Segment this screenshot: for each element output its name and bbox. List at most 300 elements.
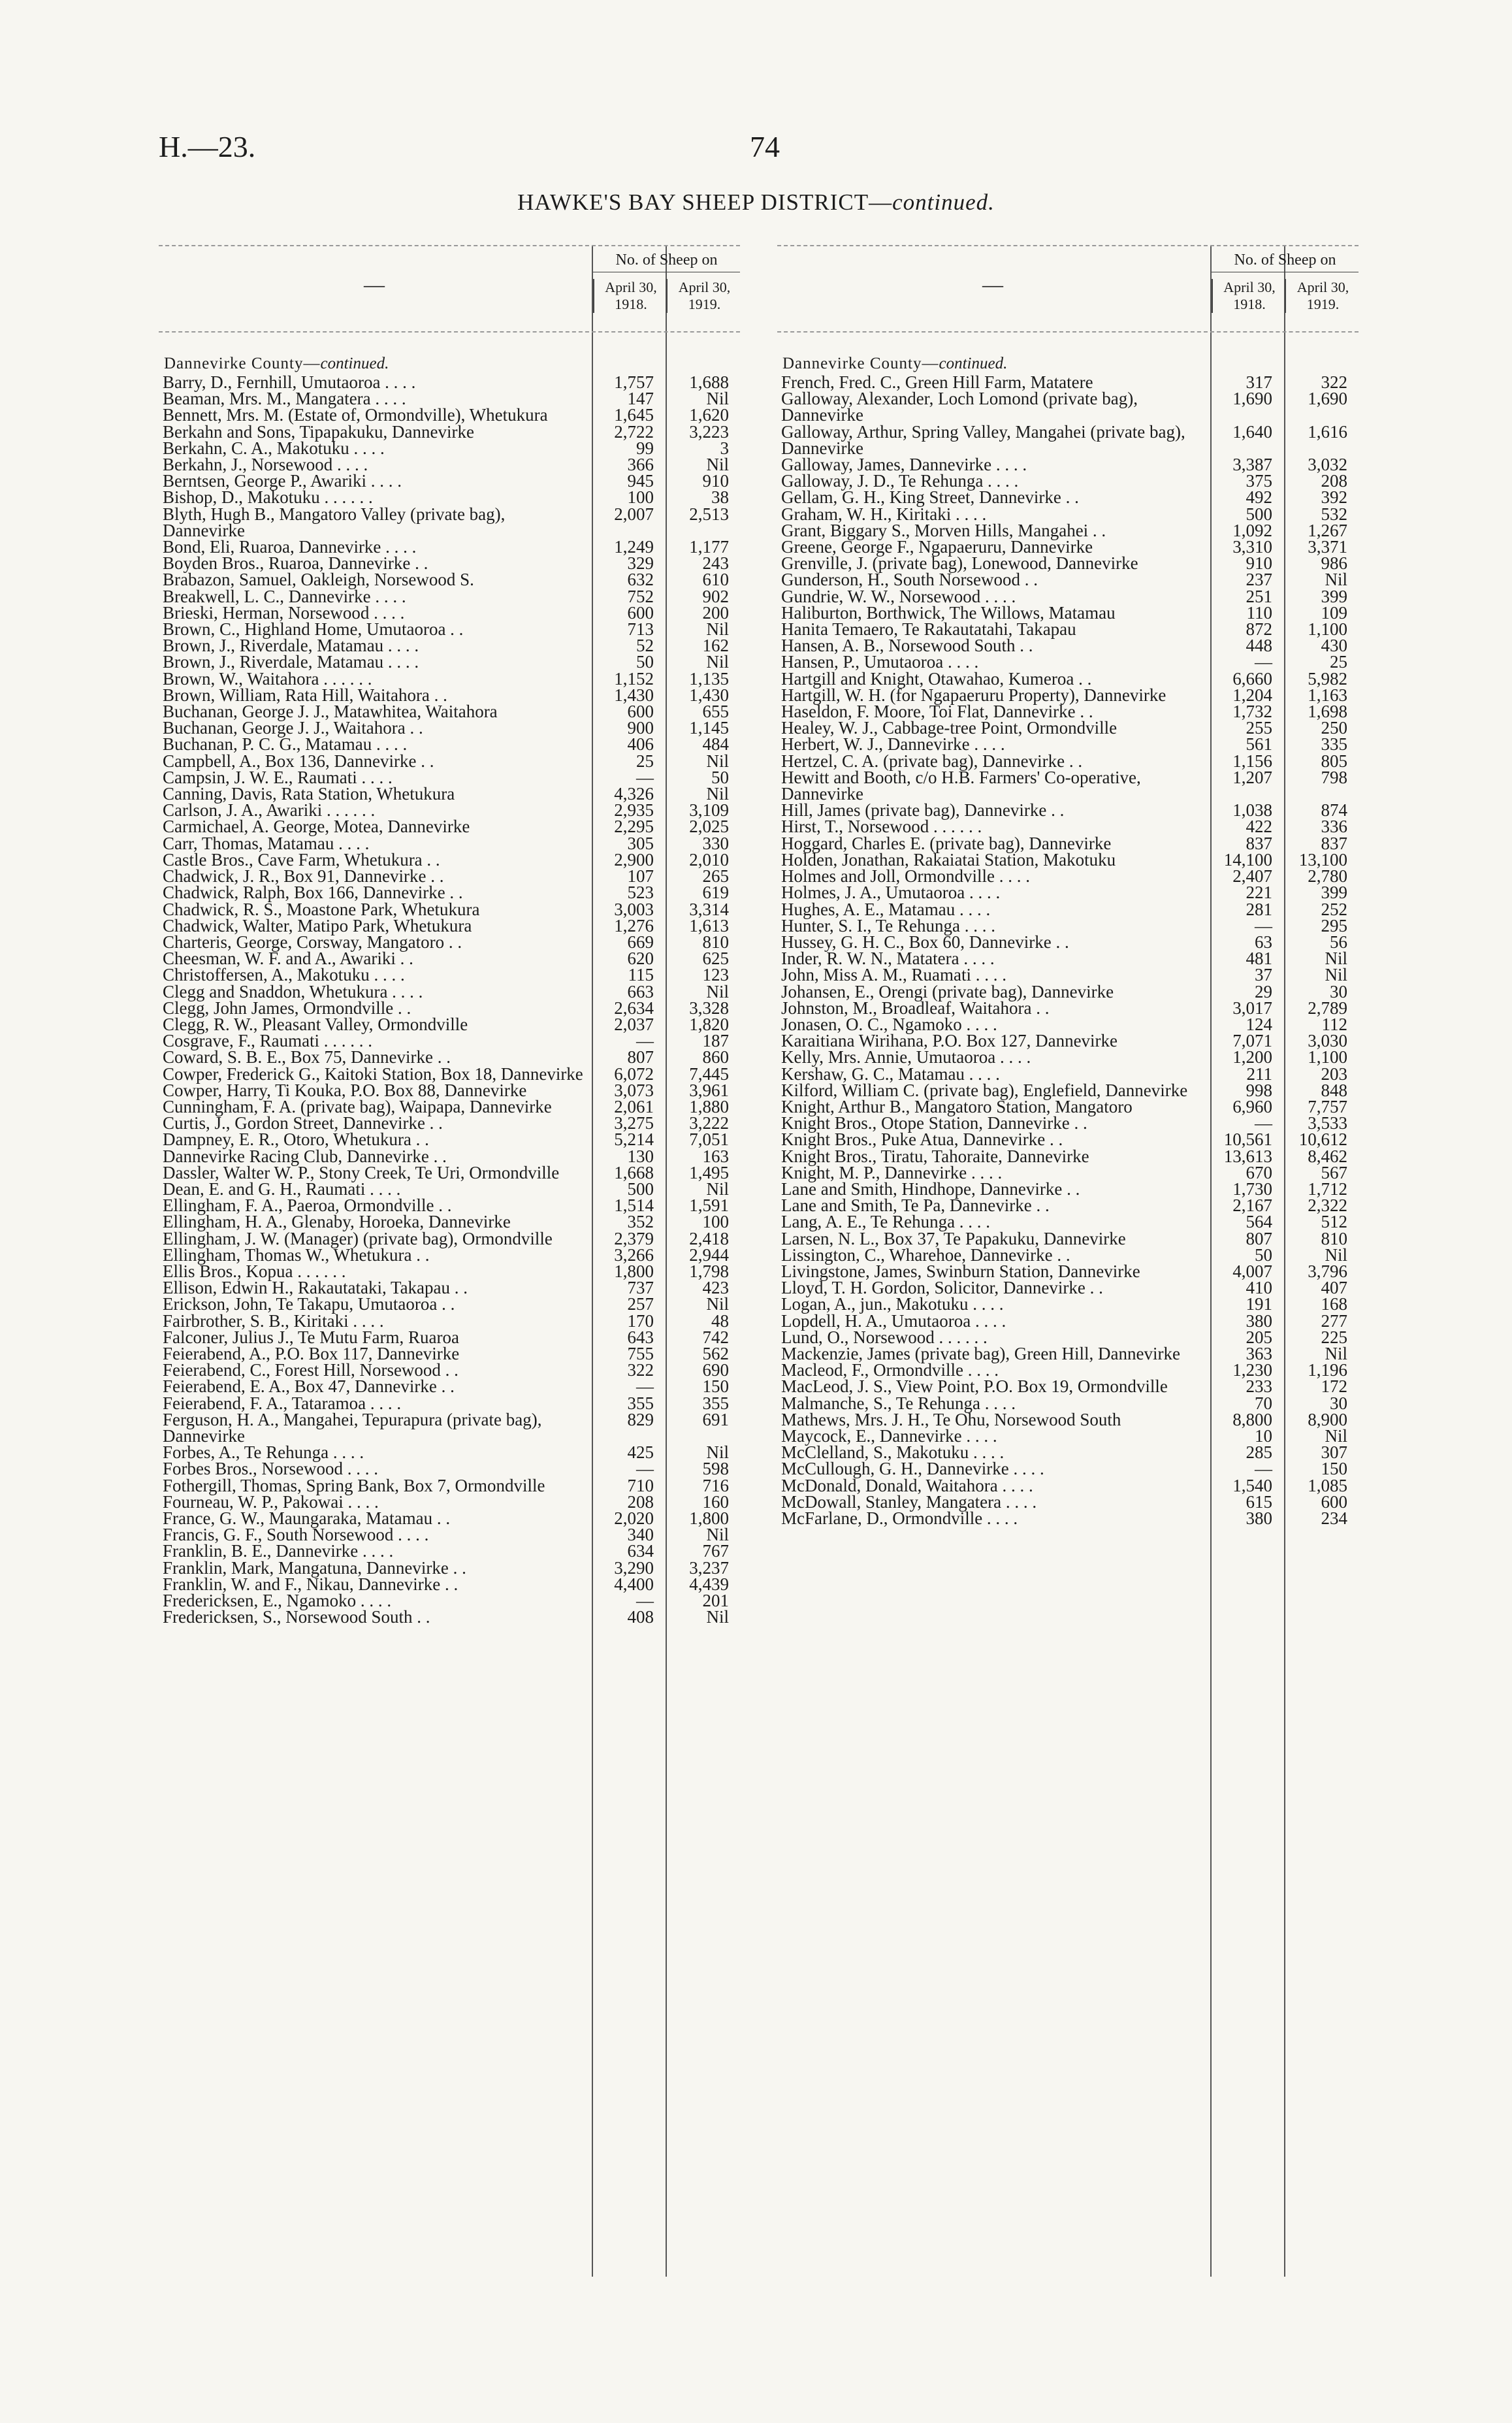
owner-name-cell: Cowper, Harry, Ti Kouka, P.O. Box 88, Dannevirke	[163, 1080, 527, 1100]
owner-name-cell: Grant, Biggary S., Morven Hills, Mangahei . .	[781, 520, 1106, 540]
table-row	[159, 1543, 740, 1559]
owner-name-cell: Hunter, S. I., Te Rehunga . . . .	[781, 915, 995, 935]
sheep-1918-cell: 564	[1246, 1212, 1272, 1232]
table-row	[159, 967, 740, 983]
sheep-1918-cell: 13,613	[1223, 1146, 1272, 1166]
sheep-1918-cell: 1,156	[1232, 751, 1272, 771]
owner-name-cell: Graham, W. H., Kiritaki . . . .	[781, 504, 987, 524]
sheep-1919-cell: 3,961	[689, 1080, 729, 1100]
table-header	[777, 245, 1359, 333]
table-row	[777, 654, 1359, 670]
sheep-1919-cell: 335	[1321, 734, 1347, 755]
owner-name-cell: Clegg, John James, Ormondville . .	[163, 998, 411, 1018]
sheep-1919-cell: 4,439	[689, 1574, 729, 1594]
owner-name-cell: Hartgill, W. H. (for Ngapaeruru Property), Dannevirke	[781, 685, 1166, 705]
owner-name-cell: Dassler, Walter W. P., Stony Creek, Te Uri, Ormondville	[163, 1162, 560, 1182]
sheep-1919-cell: 30	[1330, 981, 1347, 1001]
sheep-1918-cell: —	[1255, 1113, 1272, 1133]
sheep-1919-cell: 392	[1321, 487, 1347, 508]
owner-name-cell: Franklin, W. and F., Nikau, Dannevirke . .	[163, 1574, 458, 1594]
table-row	[777, 421, 1359, 458]
owner-name-cell: Cowper, Frederick G., Kaitoki Station, Box 18, Dannevirke	[163, 1064, 583, 1084]
owner-name-cell: Hussey, G. H. C., Box 60, Dannevirke . .	[781, 932, 1069, 952]
owner-name-cell: Ellingham, J. W. (Manager) (private bag), Ormondville	[163, 1228, 553, 1248]
owner-name-cell: Fourneau, W. P., Pakowai . . . .	[163, 1491, 379, 1512]
owner-name-cell: Lissington, C., Wharehoe, Dannevirke . .	[781, 1244, 1070, 1265]
sheep-1919-cell: 848	[1321, 1080, 1347, 1100]
owner-name-cell: Berkahn and Sons, Tipapakuku, Dannevirke	[163, 421, 474, 442]
sheep-1919-cell: 600	[1321, 1491, 1347, 1512]
sheep-1919-cell: 2,418	[689, 1228, 729, 1248]
sheep-1918-cell: 481	[1246, 949, 1272, 969]
sheep-1918-cell: 1,230	[1232, 1360, 1272, 1380]
sheep-1919-cell: 2,513	[689, 504, 729, 524]
sheep-1919-cell: 243	[702, 553, 729, 574]
sheep-1919-cell: 986	[1321, 553, 1347, 574]
right-column	[777, 245, 1359, 2277]
sheep-1918-cell: 329	[627, 553, 654, 574]
owner-name-cell: French, Fred. C., Green Hill Farm, Matatere	[781, 372, 1093, 392]
table-row	[159, 1228, 740, 1248]
sheep-1918-cell: 4,007	[1232, 1261, 1272, 1281]
owner-name-cell: Feierabend, F. A., Tataramoa . . . .	[163, 1393, 402, 1413]
sheep-1918-cell: 900	[627, 718, 654, 738]
sheep-1918-cell: 2,020	[614, 1508, 654, 1529]
header-year-1919: April 30, 1919.	[666, 279, 741, 313]
sheep-1918-cell: 340	[627, 1525, 654, 1545]
sheep-1918-cell: 10	[1255, 1426, 1272, 1446]
sheep-1919-cell: 1,690	[1308, 389, 1347, 409]
sheep-1918-cell: 632	[627, 570, 654, 590]
sheep-1919-cell: 330	[702, 833, 729, 853]
owner-name-cell: Larsen, N. L., Box 37, Te Papakuku, Dannevirke	[781, 1228, 1126, 1248]
owner-name-cell: Fredericksen, E., Ngamoko . . . .	[163, 1591, 392, 1611]
sheep-1919-cell: 150	[702, 1376, 729, 1397]
owner-name-cell: Ellison, Edwin H., Rakautataki, Takapau . .	[163, 1278, 468, 1298]
sheep-1918-cell: 1,645	[614, 405, 654, 425]
sheep-1918-cell: 63	[1255, 932, 1272, 952]
page-reference: H.—23.	[159, 130, 256, 163]
owner-name-cell: Galloway, Alexander, Loch Lomond (private bag), Dannevirke	[781, 389, 1138, 425]
sheep-1919-cell: 1,616	[1308, 421, 1347, 442]
sheep-1918-cell: 945	[627, 471, 654, 491]
owner-name-cell: Livingstone, James, Swinburn Station, Dannevirke	[781, 1261, 1140, 1281]
header-dash: —	[982, 272, 1003, 296]
sheep-1919-cell: 112	[1321, 1014, 1347, 1034]
owner-name-cell: Hughes, A. E., Matamau . . . .	[781, 899, 991, 919]
owner-name-cell: Chadwick, Ralph, Box 166, Dannevirke . .	[163, 883, 463, 903]
sheep-1919-cell: 625	[702, 949, 729, 969]
owner-name-cell: Dampney, E. R., Otoro, Whetukura . .	[163, 1130, 429, 1150]
owner-name-cell: Hanita Temaero, Te Rakautatahi, Takapau	[781, 619, 1076, 640]
table-row	[159, 1296, 740, 1312]
sheep-1918-cell: 14,100	[1223, 849, 1272, 870]
owner-name-cell: Chadwick, J. R., Box 91, Dannevirke . .	[163, 866, 444, 886]
sheep-1919-cell: 307	[1321, 1442, 1347, 1463]
owner-name-cell: Fothergill, Thomas, Spring Bank, Box 7, Ormondville	[163, 1475, 545, 1495]
owner-name-cell: Greene, George F., Ngapaeruru, Dannevirke	[781, 537, 1093, 557]
sheep-1919-cell: 598	[702, 1459, 729, 1479]
sheep-1919-cell: 295	[1321, 915, 1347, 935]
header-group-label: No. of Sheep on	[1212, 252, 1359, 272]
sheep-1918-cell: 1,540	[1232, 1475, 1272, 1495]
sheep-1918-cell: 1,207	[1232, 767, 1272, 787]
sheep-1919-cell: 3	[720, 438, 729, 458]
sheep-1919-cell: 805	[1321, 751, 1347, 771]
owner-name-cell: Beaman, Mrs. M., Mangatera . . . .	[163, 389, 406, 409]
owner-name-cell: Carlson, J. A., Awariki . . . . . .	[163, 800, 376, 821]
owner-name-cell: Kelly, Mrs. Annie, Umutaoroa . . . .	[781, 1047, 1031, 1067]
sheep-1918-cell: 233	[1246, 1376, 1272, 1397]
sheep-1918-cell: 910	[1246, 553, 1272, 574]
table-row	[159, 407, 740, 423]
owner-name-cell: Brown, J., Riverdale, Matamau . . . .	[163, 636, 419, 656]
sheep-1919-cell: 3,314	[689, 899, 729, 919]
sheep-1918-cell: 1,640	[1232, 421, 1272, 442]
owner-name-cell: Chadwick, R. S., Moastone Park, Whetukura	[163, 899, 480, 919]
table-row	[777, 391, 1359, 423]
owner-name-cell: Ferguson, H. A., Mangahei, Tepurapura (private bag), Dannevirke	[163, 1409, 542, 1446]
sheep-1919-cell: 336	[1321, 817, 1347, 837]
owner-name-cell: Dannevirke Racing Club, Dannevirke . .	[163, 1146, 447, 1166]
table-row	[159, 736, 740, 753]
sheep-1919-cell: 1,100	[1308, 1047, 1347, 1067]
sheep-1918-cell: 29	[1255, 981, 1272, 1001]
sheep-1919-cell: 25	[1330, 652, 1347, 672]
owner-name-cell: Jonasen, O. C., Ngamoko . . . .	[781, 1014, 997, 1034]
sheep-1919-cell: Nil	[706, 1179, 729, 1199]
sheep-1918-cell: 500	[1246, 504, 1272, 524]
sheep-1919-cell: 1,495	[689, 1162, 729, 1182]
sheep-1919-cell: Nil	[706, 619, 729, 640]
owner-name-cell: Curtis, J., Gordon Street, Dannevirke . .	[163, 1113, 443, 1133]
sheep-1919-cell: 355	[702, 1393, 729, 1413]
owner-name-cell: Hill, James (private bag), Dannevirke . .	[781, 800, 1065, 821]
sheep-1918-cell: 3,387	[1232, 455, 1272, 475]
owner-name-cell: Hertzel, C. A. (private bag), Dannevirke . .	[781, 751, 1083, 771]
sheep-1919-cell: 691	[702, 1409, 729, 1429]
sheep-1918-cell: 251	[1246, 586, 1272, 606]
owner-name-cell: Knight Bros., Otope Station, Dannevirke . .	[781, 1113, 1087, 1133]
sheep-1918-cell: 2,295	[614, 817, 654, 837]
sheep-1918-cell: 1,276	[614, 915, 654, 935]
sheep-1919-cell: 798	[1321, 767, 1347, 787]
title-continued: continued.	[892, 189, 995, 215]
sheep-1919-cell: 3,371	[1308, 537, 1347, 557]
owner-name-cell: Grenville, J. (private bag), Lonewood, Dannevirke	[781, 553, 1138, 574]
owner-name-cell: Brown, J., Riverdale, Matamau . . . .	[163, 652, 419, 672]
sheep-1918-cell: 1,730	[1232, 1179, 1272, 1199]
sheep-1919-cell: 1,798	[689, 1261, 729, 1281]
sheep-1919-cell: Nil	[706, 1525, 729, 1545]
sheep-1919-cell: 5,982	[1308, 668, 1347, 689]
sheep-1919-cell: 123	[702, 965, 729, 985]
owner-name-cell: Karaitiana Wirihana, P.O. Box 127, Dannevirke	[781, 1031, 1118, 1051]
sheep-1919-cell: 10,612	[1298, 1130, 1347, 1150]
table-row	[159, 1310, 740, 1331]
owner-name-cell: Campbell, A., Box 136, Dannevirke . .	[163, 751, 434, 771]
owner-name-cell: Mackenzie, James (private bag), Green Hill, Dannevirke	[781, 1343, 1180, 1363]
section-continued: continued.	[320, 355, 389, 372]
sheep-1918-cell: 829	[627, 1409, 654, 1429]
sheep-1918-cell: 50	[636, 652, 654, 672]
sheep-1918-cell: 10,561	[1223, 1130, 1272, 1150]
owner-name-cell: Brabazon, Samuel, Oakleigh, Norsewood S.	[163, 570, 474, 590]
sheep-1918-cell: —	[636, 1376, 654, 1397]
sheep-1919-cell: 902	[702, 586, 729, 606]
sheep-1918-cell: 425	[627, 1442, 654, 1463]
sheep-1919-cell: 619	[702, 883, 729, 903]
owner-name-cell: Herbert, W. J., Dannevirke . . . .	[781, 734, 1005, 755]
owner-name-cell: Hartgill and Knight, Otawahao, Kumeroa . .	[781, 668, 1092, 689]
table-row	[777, 1378, 1359, 1395]
sheep-1918-cell: 3,073	[614, 1080, 654, 1100]
sheep-1919-cell: 2,789	[1308, 998, 1347, 1018]
owner-name-cell: Logan, A., jun., Makotuku . . . .	[781, 1294, 1004, 1314]
sheep-1918-cell: 408	[627, 1607, 654, 1627]
sheep-1918-cell: 6,960	[1232, 1096, 1272, 1116]
table-row	[159, 885, 740, 901]
owner-name-cell: Bishop, D., Makotuku . . . . . .	[163, 487, 373, 508]
sheep-1918-cell: 3,290	[614, 1557, 654, 1578]
sheep-1919-cell: 837	[1321, 833, 1347, 853]
sheep-1918-cell: 1,200	[1232, 1047, 1272, 1067]
sheep-1918-cell: 1,092	[1232, 520, 1272, 540]
sheep-1918-cell: 663	[627, 981, 654, 1001]
sheep-1918-cell: 191	[1246, 1294, 1272, 1314]
owner-name-cell: Ellis Bros., Kopua . . . . . .	[163, 1261, 346, 1281]
sheep-1919-cell: 1,085	[1308, 1475, 1347, 1495]
owner-name-cell: Coward, S. B. E., Box 75, Dannevirke . .	[163, 1047, 451, 1067]
sheep-1918-cell: 205	[1246, 1327, 1272, 1347]
owner-name-cell: Campsin, J. W. E., Raumati . . . .	[163, 767, 393, 787]
owner-name-cell: Brieski, Herman, Norsewood . . . .	[163, 602, 405, 623]
owner-name-cell: Ellingham, F. A., Paeroa, Ormondville . .	[163, 1195, 452, 1216]
owner-name-cell: Maycock, E., Dannevirke . . . .	[781, 1426, 997, 1446]
sheep-1919-cell: 610	[702, 570, 729, 590]
sheep-1919-cell: 1,163	[1308, 685, 1347, 705]
sheep-1918-cell: 600	[627, 602, 654, 623]
table-row	[777, 1131, 1359, 1148]
owner-name-cell: Bennett, Mrs. M. (Estate of, Ormondville), Whetukura	[163, 405, 548, 425]
table-row	[777, 572, 1359, 588]
owner-name-cell: Feierabend, C., Forest Hill, Norsewood . .	[163, 1360, 458, 1380]
owner-name-cell: Ellingham, H. A., Glenaby, Horoeka, Dannevirke	[163, 1212, 511, 1232]
sheep-1919-cell: 1,688	[689, 372, 729, 392]
table-row	[777, 967, 1359, 983]
sheep-1918-cell: 1,690	[1232, 389, 1272, 409]
owner-name-cell: Chadwick, Walter, Matipo Park, Whetukura	[163, 915, 472, 935]
sheep-1918-cell: 1,668	[614, 1162, 654, 1182]
owner-name-cell: Cheesman, W. F. and A., Awariki . .	[163, 949, 413, 969]
header-year-1918: April 30, 1918.	[1212, 279, 1286, 313]
sheep-1918-cell: 710	[627, 1475, 654, 1495]
table-row	[159, 1461, 740, 1477]
sheep-1919-cell: 30	[1330, 1393, 1347, 1413]
sheep-1918-cell: 281	[1246, 899, 1272, 919]
section-title: Dannevirke County—	[164, 355, 321, 372]
sheep-1919-cell: 1,591	[689, 1195, 729, 1216]
sheep-1918-cell: 380	[1246, 1310, 1272, 1331]
owner-name-cell: Bond, Eli, Ruaroa, Dannevirke . . . .	[163, 537, 417, 557]
sheep-1918-cell: 115	[628, 965, 654, 985]
owner-name-cell: Dean, E. and G. H., Raumati . . . .	[163, 1179, 401, 1199]
table-row	[777, 1296, 1359, 1312]
sheep-1919-cell: 109	[1321, 602, 1347, 623]
sheep-1918-cell: 110	[1246, 602, 1272, 623]
sheep-1919-cell: 742	[702, 1327, 729, 1347]
sheep-1918-cell: 600	[627, 702, 654, 722]
owner-name-cell: Berkahn, J., Norsewood . . . .	[163, 455, 368, 475]
sheep-1918-cell: 669	[627, 932, 654, 952]
sheep-1919-cell: 3,223	[689, 421, 729, 442]
sheep-1918-cell: 7,071	[1232, 1031, 1272, 1051]
owner-name-cell: Johnston, M., Broadleaf, Waitahora . .	[781, 998, 1050, 1018]
table-header	[159, 245, 740, 333]
owner-name-cell: Holmes and Joll, Ormondville . . . .	[781, 866, 1030, 886]
owner-name-cell: Falconer, Julius J., Te Mutu Farm, Ruaroa	[163, 1327, 459, 1347]
sheep-1918-cell: 1,152	[614, 668, 654, 689]
sheep-1918-cell: 3,003	[614, 899, 654, 919]
sheep-1919-cell: 322	[1321, 372, 1347, 392]
owner-name-cell: Knight Bros., Tiratu, Tahoraite, Dannevirke	[781, 1146, 1089, 1166]
owner-name-cell: Hansen, P., Umutaoroa . . . .	[781, 652, 979, 672]
owner-name-cell: Brown, William, Rata Hill, Waitahora . .	[163, 685, 447, 705]
sheep-1918-cell: 355	[627, 1393, 654, 1413]
sheep-1918-cell: —	[1255, 915, 1272, 935]
sheep-1919-cell: 160	[702, 1491, 729, 1512]
owner-name-cell: Carmichael, A. George, Motea, Dannevirke	[163, 817, 470, 837]
owner-name-cell: Hansen, A. B., Norsewood South . .	[781, 636, 1033, 656]
header-year-1918: April 30, 1918.	[593, 279, 668, 313]
sheep-1919-cell: 225	[1321, 1327, 1347, 1347]
sheep-1919-cell: 187	[702, 1031, 729, 1051]
sheep-1918-cell: 1,757	[614, 372, 654, 392]
sheep-1919-cell: 163	[702, 1146, 729, 1166]
sheep-1919-cell: 874	[1321, 800, 1347, 821]
title-main: HAWKE'S BAY SHEEP DISTRICT—	[517, 189, 893, 215]
owner-name-cell: Kilford, William C. (private bag), Englefield, Dannevirke	[781, 1080, 1188, 1100]
sheep-1919-cell: 430	[1321, 636, 1347, 656]
table-row	[777, 736, 1359, 753]
sheep-1919-cell: 1,698	[1308, 702, 1347, 722]
sheep-1918-cell: 670	[1246, 1162, 1272, 1182]
sheep-1919-cell: 1,613	[689, 915, 729, 935]
owner-name-cell: Lund, O., Norsewood . . . . . .	[781, 1327, 988, 1347]
owner-name-cell: McDowall, Stanley, Mangatera . . . .	[781, 1491, 1037, 1512]
sheep-1918-cell: 70	[1255, 1393, 1272, 1413]
sheep-1918-cell: —	[636, 1031, 654, 1051]
owner-name-cell: Carr, Thomas, Matamau . . . .	[163, 833, 370, 853]
sheep-1918-cell: 755	[627, 1343, 654, 1363]
sheep-1918-cell: 1,732	[1232, 702, 1272, 722]
sheep-1918-cell: 1,249	[614, 537, 654, 557]
table-body	[159, 374, 740, 1625]
owner-name-cell: Knight Bros., Puke Atua, Dannevirke . .	[781, 1130, 1063, 1150]
owner-name-cell: Holden, Jonathan, Rakaiatai Station, Makotuku	[781, 849, 1116, 870]
sheep-1919-cell: 655	[702, 702, 729, 722]
sheep-1919-cell: 1,177	[689, 537, 729, 557]
owner-name-cell: Healey, W. J., Cabbage-tree Point, Ormondville	[781, 718, 1118, 738]
sheep-1919-cell: 3,237	[689, 1557, 729, 1578]
sheep-1918-cell: 807	[627, 1047, 654, 1067]
sheep-1919-cell: 203	[1321, 1064, 1347, 1084]
sheep-1918-cell: 1,430	[614, 685, 654, 705]
sheep-1919-cell: Nil	[706, 1607, 729, 1627]
sheep-1918-cell: 2,634	[614, 998, 654, 1018]
sheep-1918-cell: 2,167	[1232, 1195, 1272, 1216]
table-row	[159, 1609, 740, 1625]
owner-name-cell: Johansen, E., Orengi (private bag), Dannevirke	[781, 981, 1114, 1001]
sheep-1919-cell: 2,010	[689, 849, 729, 870]
owner-name-cell: McFarlane, D., Ormondville . . . .	[781, 1508, 1018, 1529]
table-row	[159, 489, 740, 506]
header-dash: —	[364, 272, 385, 296]
sheep-1919-cell: 100	[702, 1212, 729, 1232]
sheep-1919-cell: 48	[711, 1310, 729, 1331]
table-row	[159, 1049, 740, 1065]
sheep-1918-cell: 6,660	[1232, 668, 1272, 689]
owner-name-cell: Boyden Bros., Ruaroa, Dannevirke . .	[163, 553, 428, 574]
sheep-1918-cell: —	[636, 1459, 654, 1479]
owner-name-cell: Fairbrother, S. B., Kiritaki . . . .	[163, 1310, 384, 1331]
sheep-1918-cell: 305	[627, 833, 654, 853]
sheep-1919-cell: 250	[1321, 718, 1347, 738]
table-row	[159, 1214, 740, 1230]
sheep-1918-cell: 500	[627, 1179, 654, 1199]
sheep-1918-cell: 2,379	[614, 1228, 654, 1248]
section-continued: continued.	[939, 355, 1008, 372]
sheep-1919-cell: Nil	[1325, 1426, 1347, 1446]
table-row	[159, 1378, 740, 1395]
owner-name-cell: Galloway, Arthur, Spring Valley, Mangahei (private bag), Dannevirke	[781, 421, 1185, 458]
table-row	[777, 981, 1359, 1001]
sheep-1918-cell: 170	[627, 1310, 654, 1331]
sheep-1919-cell: 1,880	[689, 1096, 729, 1116]
owner-name-cell: Cosgrave, F., Raumati . . . . . .	[163, 1031, 373, 1051]
sheep-1918-cell: 1,038	[1232, 800, 1272, 821]
table-row	[159, 899, 740, 919]
sheep-1919-cell: 1,620	[689, 405, 729, 425]
sheep-1918-cell: 4,400	[614, 1574, 654, 1594]
sheep-1919-cell: 2,025	[689, 817, 729, 837]
sheep-1918-cell: 285	[1246, 1442, 1272, 1463]
owner-name-cell: Galloway, J. D., Te Rehunga . . . .	[781, 471, 1019, 491]
owner-name-cell: Kershaw, G. C., Matamau . . . .	[781, 1064, 1000, 1084]
owner-name-cell: Lang, A. E., Te Rehunga . . . .	[781, 1212, 991, 1232]
sheep-1919-cell: 7,051	[689, 1130, 729, 1150]
sheep-1919-cell: 423	[702, 1278, 729, 1298]
sheep-1918-cell: 3,310	[1232, 537, 1272, 557]
header-group-label: No. of Sheep on	[593, 252, 740, 272]
sheep-1918-cell: 130	[627, 1146, 654, 1166]
section-heading	[164, 355, 740, 373]
sheep-1918-cell: 1,204	[1232, 685, 1272, 705]
sheep-1919-cell: 1,135	[689, 668, 729, 689]
sheep-1918-cell: 221	[1246, 883, 1272, 903]
sheep-1918-cell: 124	[1246, 1014, 1272, 1034]
owner-name-cell: France, G. W., Maungaraka, Matamau . .	[163, 1508, 451, 1529]
sheep-1919-cell: 38	[711, 487, 729, 508]
sheep-1918-cell: 406	[627, 734, 654, 755]
sheep-1918-cell: 752	[627, 586, 654, 606]
sheep-1919-cell: 8,900	[1308, 1409, 1347, 1429]
sheep-1919-cell: 1,267	[1308, 520, 1347, 540]
owner-name-cell: Berkahn, C. A., Makotuku . . . .	[163, 438, 385, 458]
owner-name-cell: Macleod, F., Ormondville . . . .	[781, 1360, 999, 1380]
owner-name-cell: Malmanche, S., Te Rehunga . . . .	[781, 1393, 1016, 1413]
sheep-1918-cell: 1,514	[614, 1195, 654, 1216]
